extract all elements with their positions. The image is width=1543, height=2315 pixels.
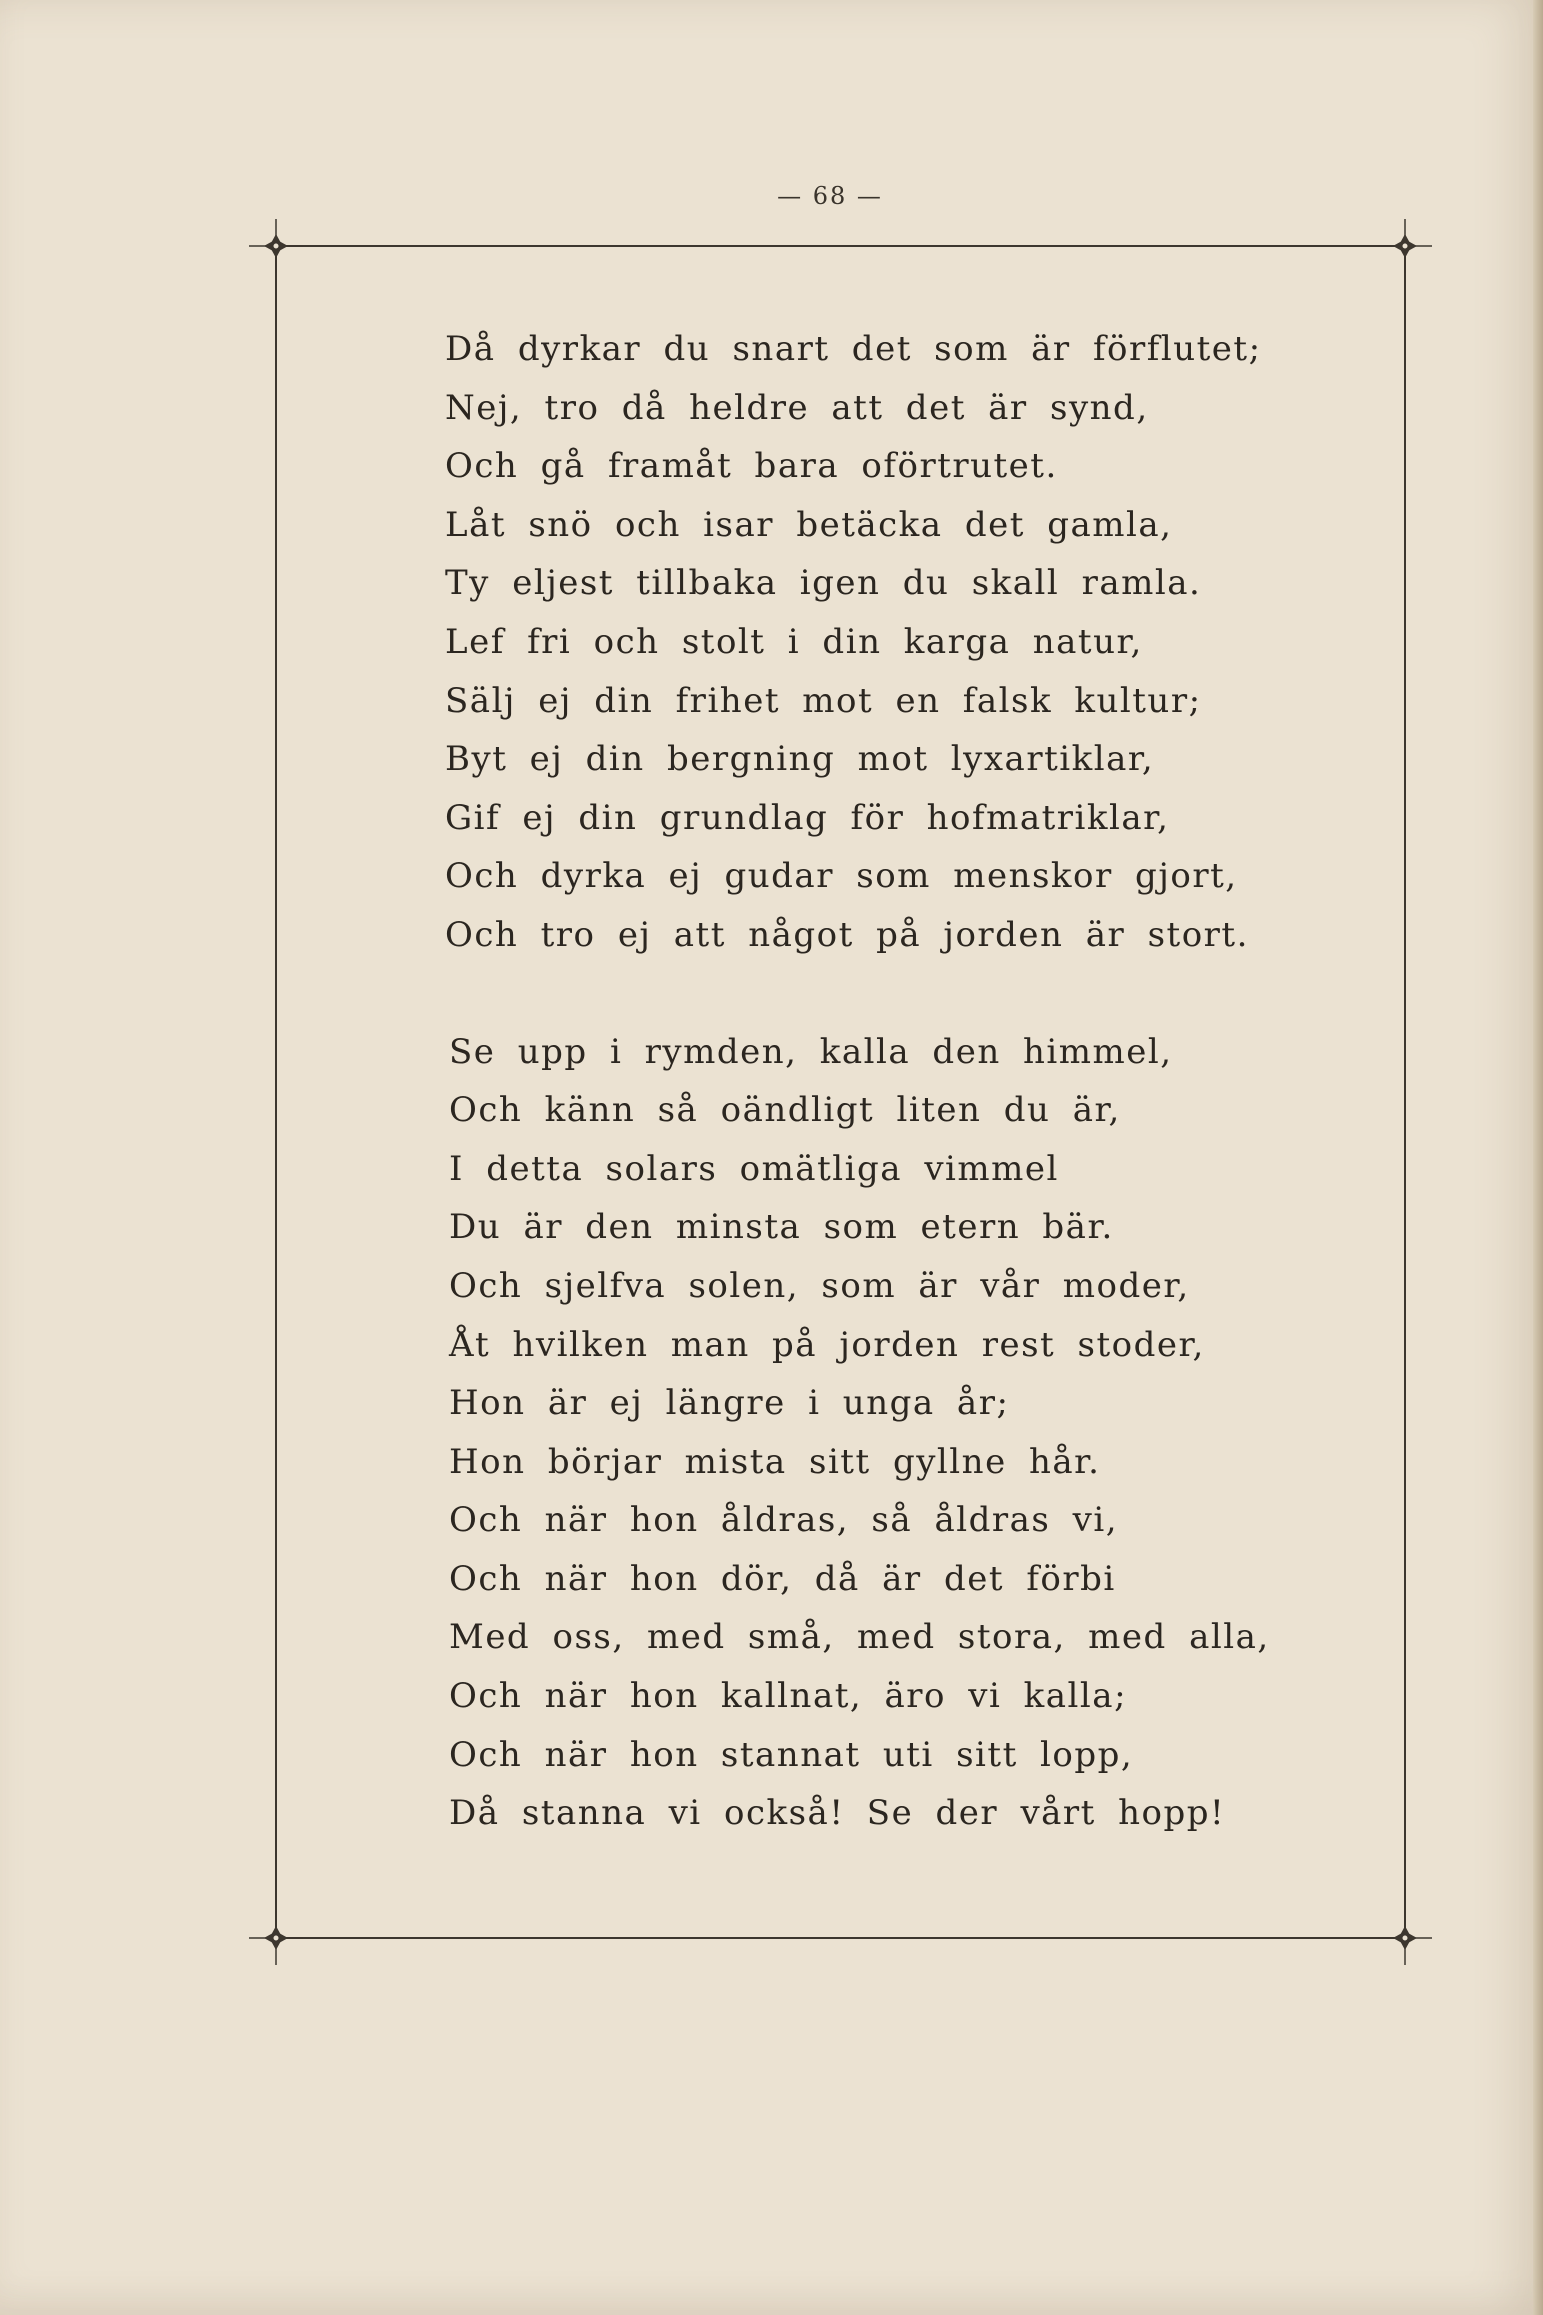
frame-left-rule xyxy=(275,247,277,1937)
poem-line: Och känn så oändligt liten du är, xyxy=(449,1090,1121,1131)
corner-ornament-bottom-right-icon xyxy=(1370,1903,1440,1973)
poem-line: Och tro ej att något på jorden är stort. xyxy=(445,914,1249,955)
poem-line: Åt hvilken man på jorden rest stoder, xyxy=(449,1324,1205,1365)
poem-line: Och när hon kallnat, äro vi kalla; xyxy=(449,1676,1128,1717)
poem-line: Och sjelfva solen, som är vår moder, xyxy=(449,1265,1190,1306)
frame-right-rule xyxy=(1404,247,1406,1937)
poem-line: Byt ej din bergning mot lyxartiklar, xyxy=(445,739,1155,780)
poem-line: Och när hon stannat uti sitt lopp, xyxy=(449,1734,1134,1775)
poem-body xyxy=(445,320,1270,1843)
poem-line: Med oss, med små, med stora, med alla, xyxy=(449,1617,1270,1658)
poem-line: I detta solars omätliga vimmel xyxy=(449,1148,1059,1189)
corner-ornament-top-left-icon xyxy=(241,211,311,281)
page-number: — 68 — xyxy=(777,182,883,210)
poem-line: Du är den minsta som etern bär. xyxy=(449,1207,1114,1248)
poem-line: Sälj ej din frihet mot en falsk kultur; xyxy=(445,680,1202,721)
poem-line: Lef fri och stolt i din karga natur, xyxy=(445,621,1143,662)
corner-ornament-top-right-icon xyxy=(1370,211,1440,281)
poem-line: Låt snö och isar betäcka det gamla, xyxy=(445,504,1173,545)
poem-line: Se upp i rymden, kalla den himmel, xyxy=(449,1031,1173,1072)
frame-top-rule xyxy=(278,245,1400,247)
frame-bottom-rule xyxy=(278,1937,1400,1939)
poem-line: Och gå framåt bara oförtrutet. xyxy=(445,446,1058,487)
poem-line: Och när hon åldras, så åldras vi, xyxy=(449,1500,1119,1541)
poem-line: Hon är ej längre i unga år; xyxy=(449,1383,1010,1424)
poem-stanza-1 xyxy=(445,320,1265,965)
poem-line: Och när hon dör, då är det förbi xyxy=(449,1558,1116,1599)
corner-ornament-bottom-left-icon xyxy=(241,1903,311,1973)
poem-line: Då stanna vi också! Se der vårt hopp! xyxy=(449,1793,1226,1834)
poem-line: Gif ej din grundlag för hofmatriklar, xyxy=(445,797,1170,838)
page-edge xyxy=(1533,0,1543,2315)
poem-line: Hon börjar mista sitt gyllne hår. xyxy=(449,1441,1101,1482)
poem-line: Och dyrka ej gudar som menskor gjort, xyxy=(445,856,1238,897)
poem-line: Då dyrkar du snart det som är förflutet; xyxy=(445,329,1262,369)
poem-line: Nej, tro då heldre att det är synd, xyxy=(445,387,1149,428)
poem-stanza-2 xyxy=(445,1023,1270,1843)
poem-line: Ty eljest tillbaka igen du skall ramla. xyxy=(445,563,1202,604)
